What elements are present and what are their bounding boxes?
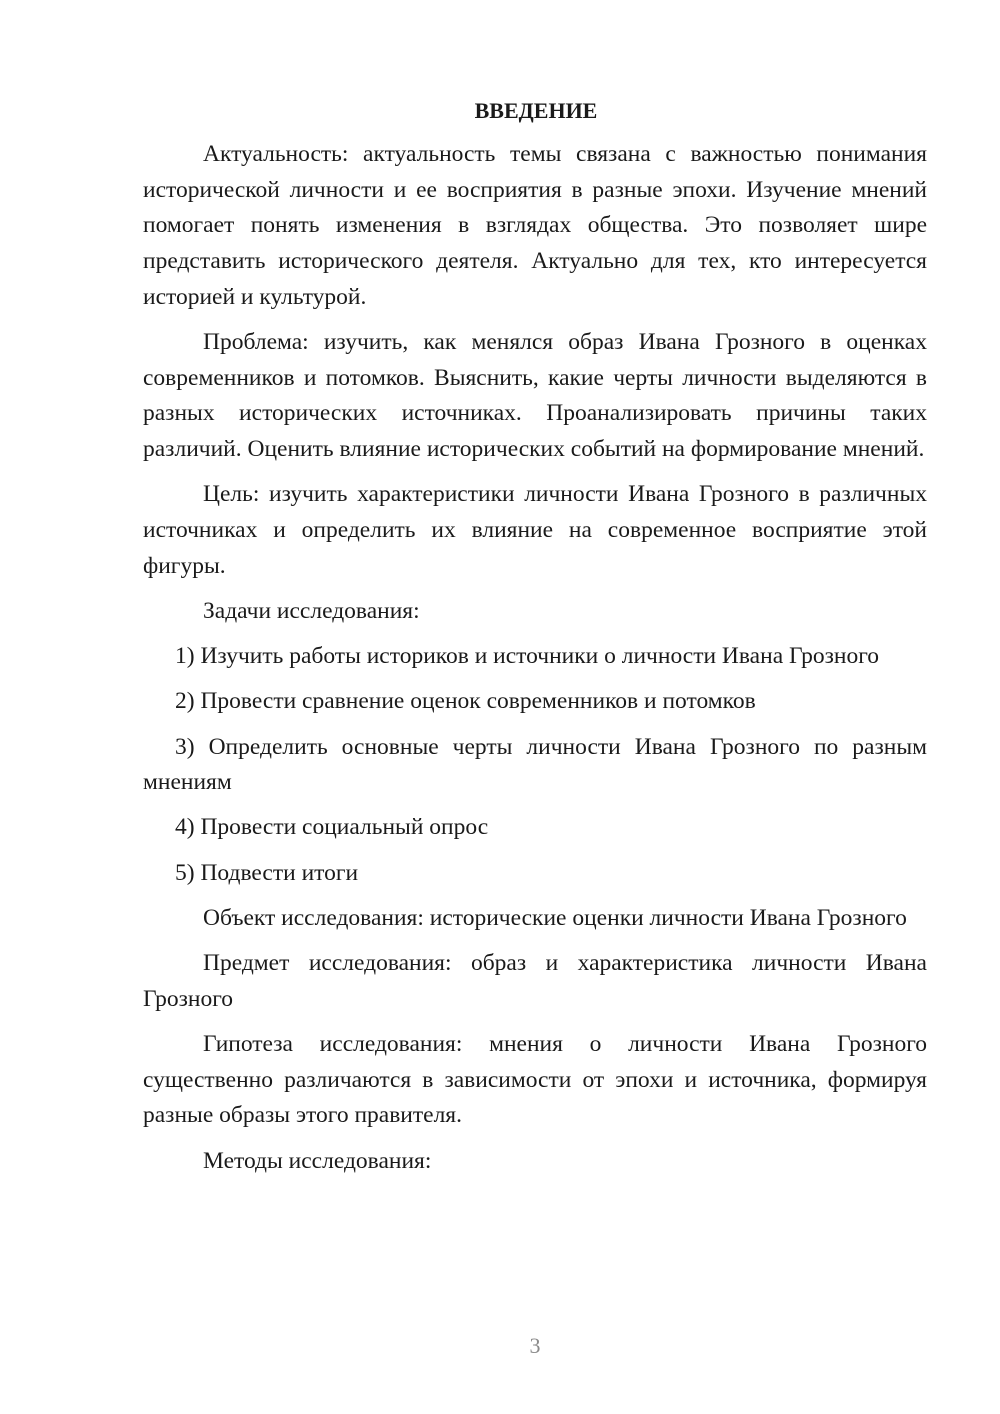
problem-paragraph: Проблема: изучить, как менялся образ Ивана Грозного в оценках современников и потомков. Выяснить, какие черты личности выделяются в разных исторических источниках. Проанализировать причины таких различий. Оценить влияние исторических событий на формирование мнений.: [143, 329, 927, 463]
tasks-title: Задачи исследования:: [203, 597, 420, 624]
goal-paragraph: Цель: изучить характеристики личности Ивана Грозного в различных источниках и определить их влияние на современное восприятие этой фигуры.: [143, 481, 927, 579]
task-item-3: 3) Определить основные черты личности Ивана Грозного по разным мнениям: [143, 733, 927, 796]
relevance-paragraph: Актуальность: актуальность темы связана с важностью понимания исторической личности и ее восприятия в разные эпохи. Изучение мнений помогает понять изменения в взглядах общества. Это позволяет шире представить исторического деятеля. Актуально для тех, кто интересуется историей и культурой.: [143, 141, 927, 310]
task-item-5: 5) Подвести итоги: [175, 859, 359, 886]
page-number: 3: [529, 1333, 541, 1358]
object-paragraph: Объект исследования: исторические оценки личности Ивана Грозного: [203, 904, 907, 931]
methods-title: Методы исследования:: [203, 1147, 432, 1174]
task-item-2: 2) Провести сравнение оценок современников и потомков: [175, 688, 756, 715]
task-item-1: 1) Изучить работы историков и источники о личности Ивана Грозного: [175, 643, 880, 670]
section-heading: ВВЕДЕНИЕ: [474, 98, 598, 123]
page-content: [143, 93, 927, 1189]
subject-paragraph: Предмет исследования: образ и характеристика личности Ивана Грозного: [143, 950, 927, 1012]
hypothesis-paragraph: Гипотеза исследования: мнения о личности Ивана Грозного существенно различаются в зависимости от эпохи и источника, формируя разные образы этого правителя.: [143, 1030, 927, 1129]
task-item-4: 4) Провести социальный опрос: [175, 814, 489, 841]
